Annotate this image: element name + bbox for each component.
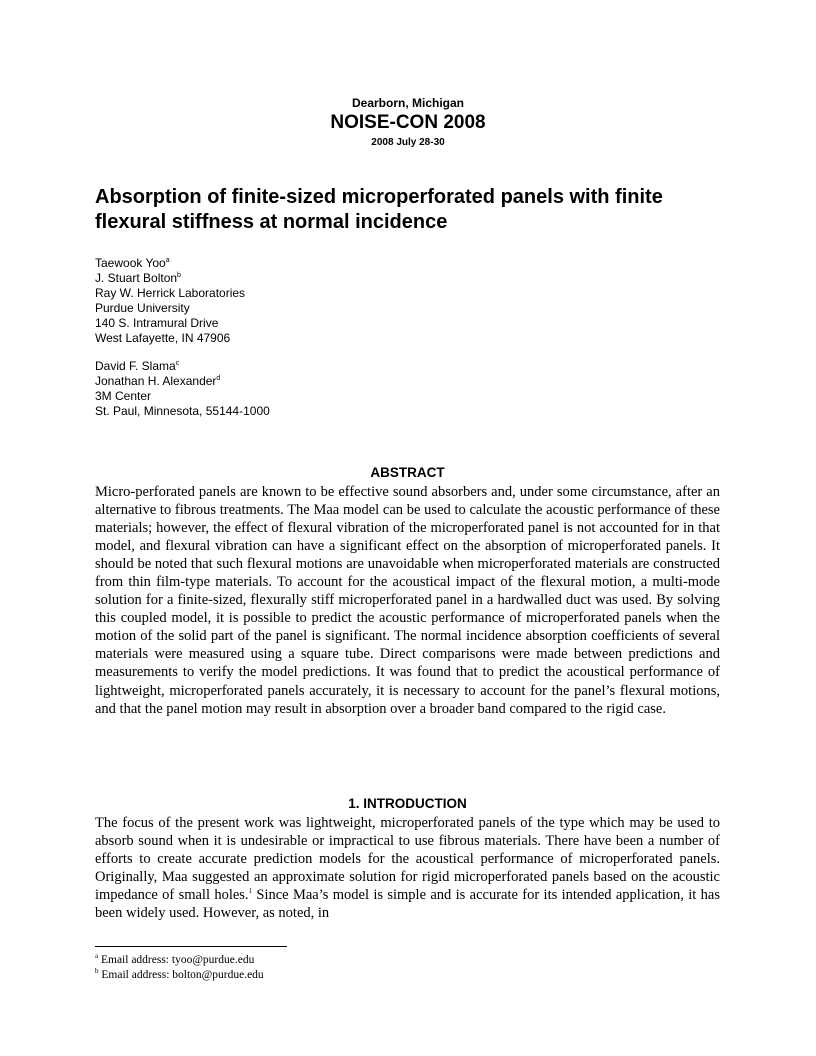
affiliation-line: Ray W. Herrick Laboratories — [95, 286, 246, 300]
affiliation-line: Purdue University — [95, 301, 190, 315]
author-footnote-mark: c — [175, 360, 180, 367]
affiliation-line: 140 S. Intramural Drive — [95, 316, 219, 330]
author-group-1 — [95, 256, 245, 346]
author-footnote-mark: a — [165, 257, 170, 264]
email-link[interactable]: tyoo@purdue.edu — [171, 954, 255, 966]
abstract-text: Micro-perforated panels are known to be effective sound absorbers and, under some circumstance, after an alternative to fibrous treatments. The Maa model can be used to calculate the acoustic performance of these materials; however, the effect of flexural vibration of the microperforated panel is not accounted for in that model, and flexural vibration can have a significant effect on the absorption of microperforated panels. It should be noted that such flexural motions are unavoidable when microperforated materials are constructed from thin film-type materials. To account for the acoustical impact of the flexural motion, a multi-mode solution for a finite-sized, flexurally stiff microperforated panel in a hardwalled duct was used. By solving this coupled model, it is possible to predict the acoustic performance of microperforated panels when the motion of the solid part of the panel is significant. The normal incidence absorption coefficients of several materials were measured using a square tube. Direct comparisons were made between predictions and measurements to verify the model predictions. It was found that to predict the acoustical performance of lightweight, microperforated panels accurately, it is necessary to account for the panel’s flexural motions, and that the panel motion may result in absorption over a broader band compared to the rigid case. — [95, 484, 720, 717]
abstract-heading: ABSTRACT — [370, 465, 445, 480]
footnote: $^a$ Email address: tyoo@purdue.edu — [95, 952, 255, 966]
affiliation-line: West Lafayette, IN 47906 — [95, 331, 231, 345]
author-name: David F. Slama$^c$ — [95, 359, 180, 373]
affiliation-line: St. Paul, Minnesota, 55144-1000 — [95, 404, 270, 418]
introduction-text: The focus of the present work was lightweight, microperforated panels of the type which may be used to absorb sound when it is undesirable or impractical to use fibrous materials. There have been a number of efforts to create accurate prediction models for the acoustical performance of microperforated panels. Originally, Maa suggested an approximate solution for rigid microperforated panels based on the acoustic impedance of small holes.$^1$ Since Maa’s model is simple and is accurate for its intended application, it has been widely used. However, as noted, in — [95, 815, 720, 922]
author-footnote-mark: b — [177, 272, 181, 279]
author-group-2 — [95, 359, 270, 419]
introduction-heading: 1. INTRODUCTION — [348, 796, 467, 811]
footnote-divider — [95, 946, 287, 947]
author-footnote-mark: d — [216, 375, 221, 382]
email-link[interactable]: bolton@purdue.edu — [172, 969, 264, 981]
conference-location: Dearborn, Michigan — [351, 96, 464, 110]
footnotes — [95, 953, 264, 983]
reference-mark: 1 — [248, 887, 253, 896]
paper-title: Absorption of finite-sized microperforated panels with finite flexural stiffness at normal incidence — [95, 186, 663, 233]
affiliation-line: 3M Center — [95, 389, 152, 403]
author-name: J. Stuart Bolton$^b$ — [95, 271, 181, 285]
author-name: Jonathan H. Alexander$^d$ — [95, 374, 221, 388]
conference-name: NOISE-CON 2008 — [330, 112, 486, 133]
conference-dates: 2008 July 28-30 — [371, 137, 445, 148]
footnote: $^b$ Email address: bolton@purdue.edu — [95, 967, 264, 981]
author-name: Taewook Yoo$^a$ — [95, 256, 170, 270]
